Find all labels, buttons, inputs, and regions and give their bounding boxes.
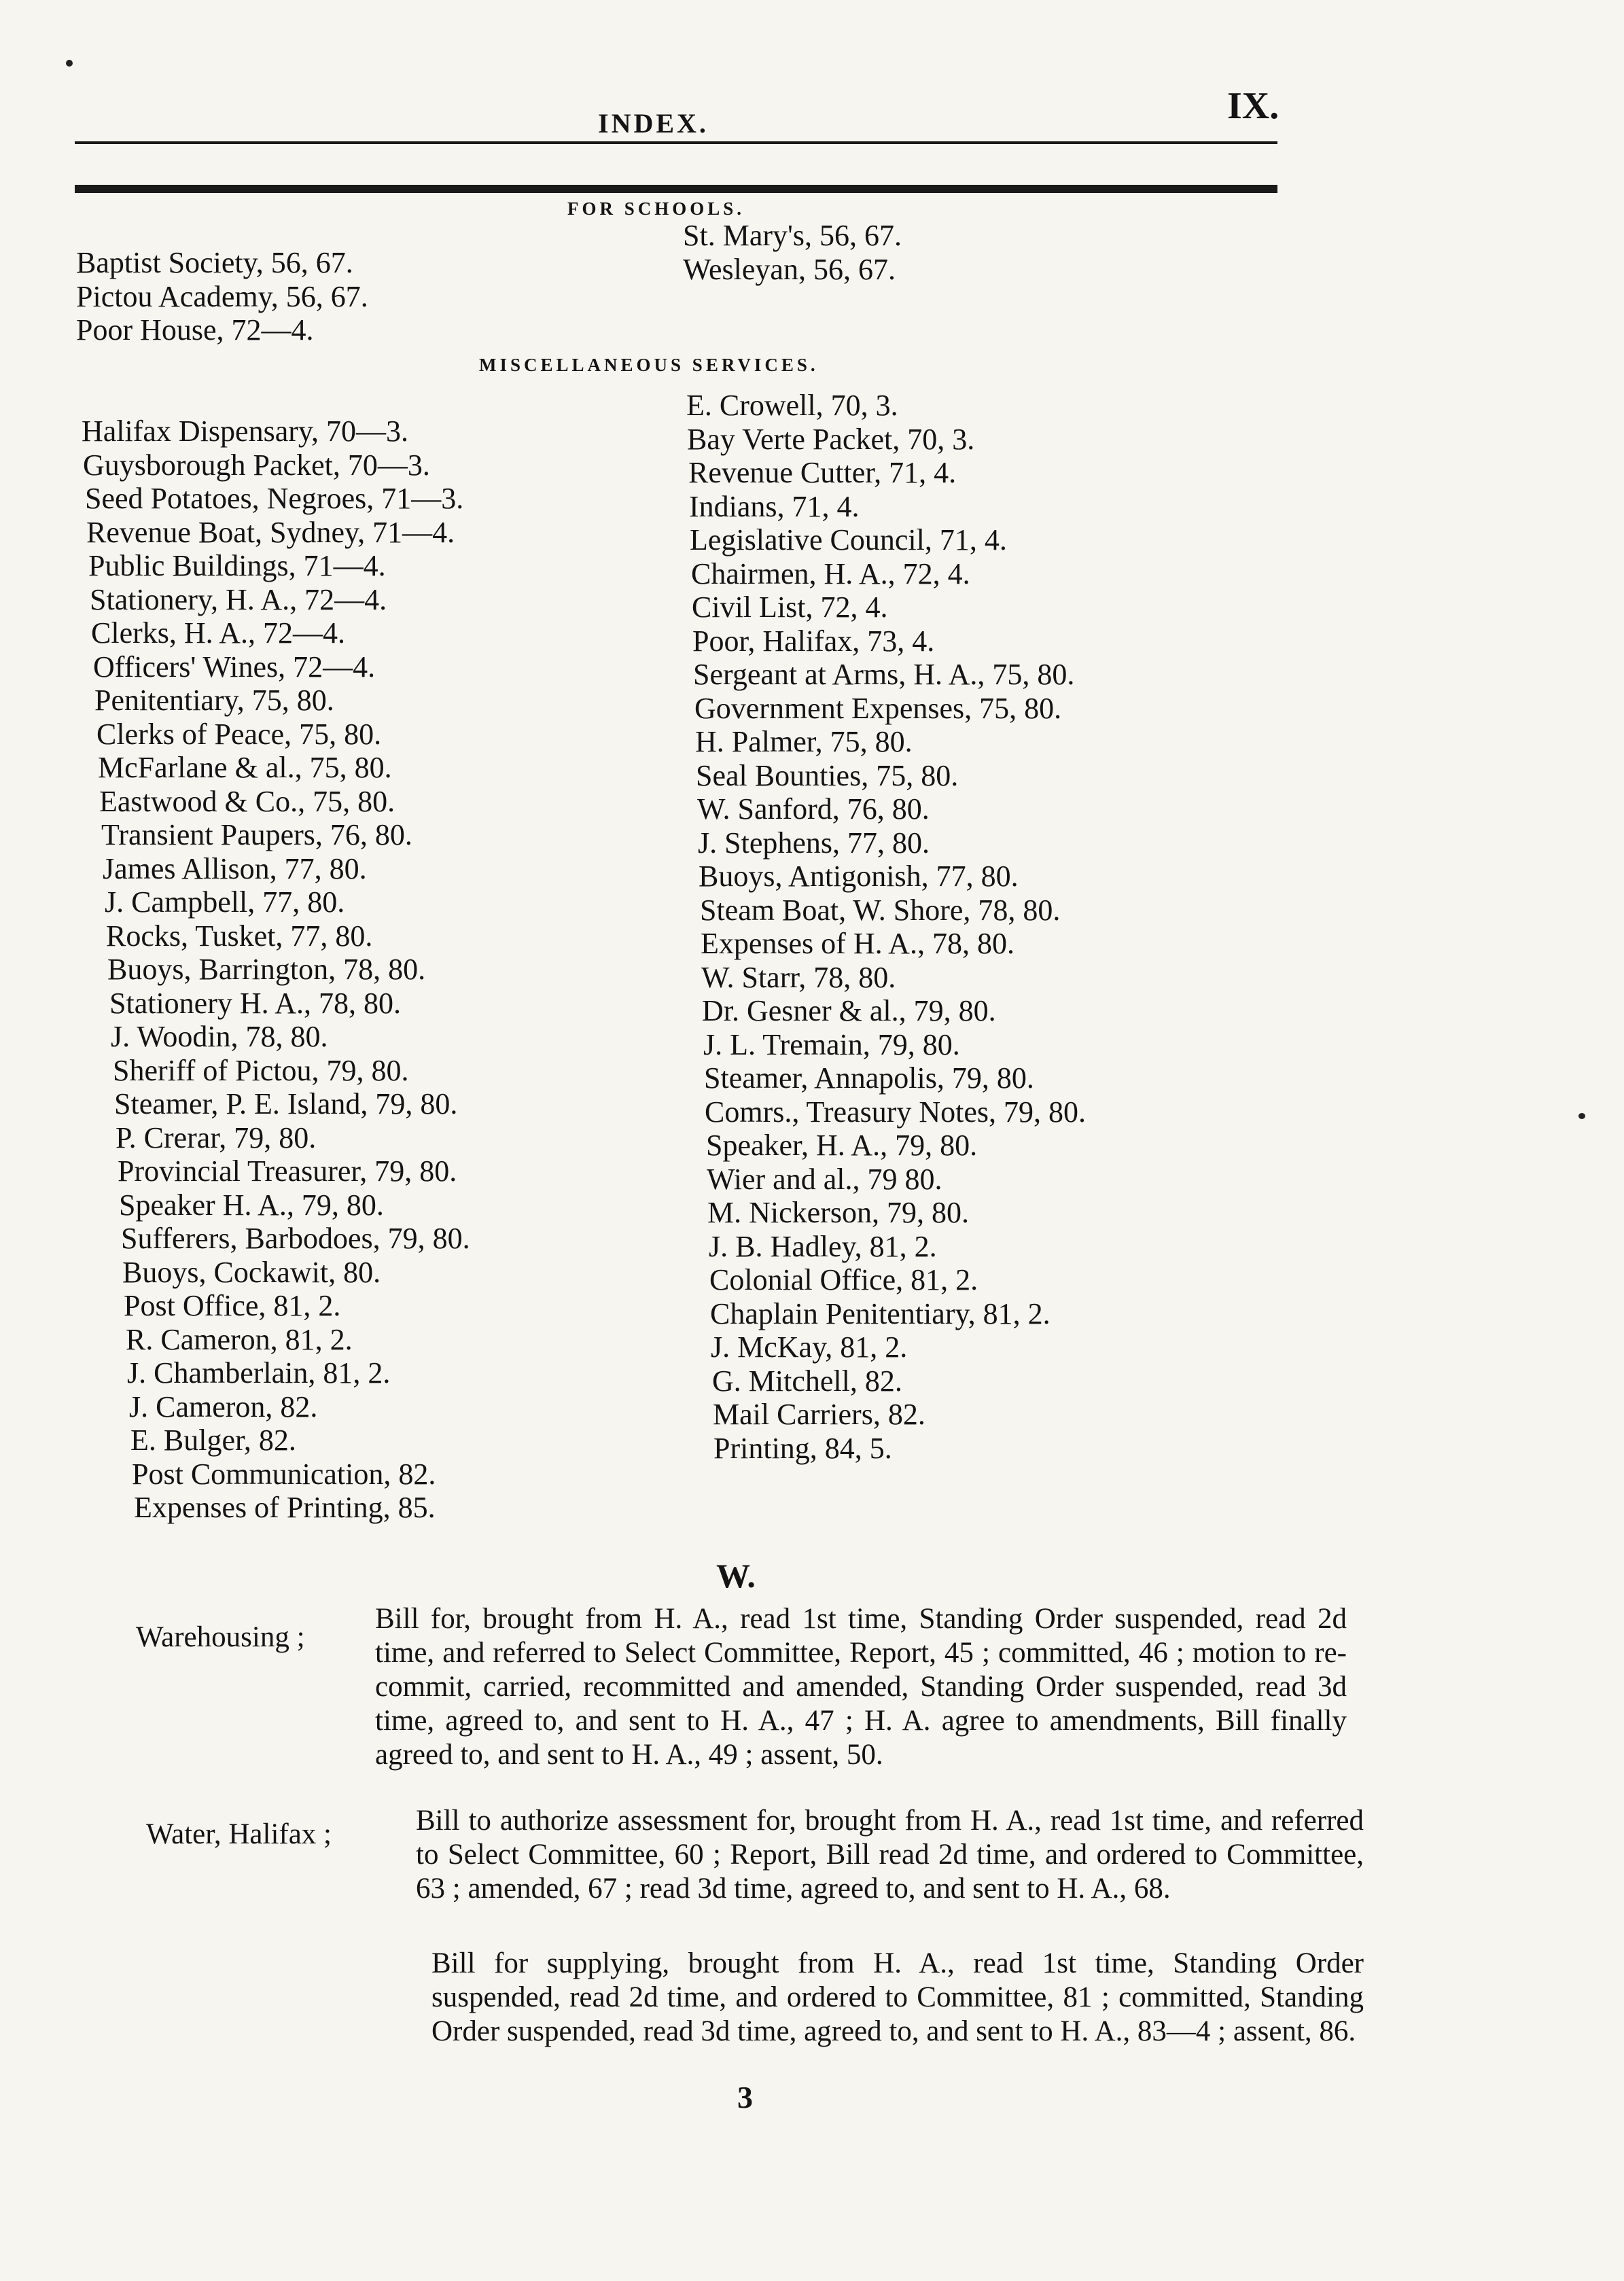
index-entry: E. Crowell, 70, 3.: [686, 389, 898, 422]
index-entry: P. Crerar, 79, 80.: [116, 1120, 317, 1154]
index-entry: Chaplain Penitentiary, 81, 2.: [710, 1296, 1051, 1330]
index-entry: Wesleyan, 56, 67.: [683, 252, 896, 286]
index-entry: Eastwood & Co., 75, 80.: [99, 784, 395, 818]
index-entry: J. McKay, 81, 2.: [711, 1330, 908, 1364]
index-entry: Speaker, H. A., 79, 80.: [706, 1129, 978, 1162]
running-title: INDEX.: [598, 108, 709, 139]
index-entry: Legislative Council, 71, 4.: [690, 523, 1007, 556]
index-entry: J. Cameron, 82.: [129, 1390, 318, 1424]
index-entry: Expenses of Printing, 85.: [134, 1491, 436, 1524]
entry-subtext-content: Bill for supplying, brought from H. A., read 1st time, Standing Order suspended, read 2d time, and ordered to Committee, 81 ; committed, Standing Order suspended, read 3d time, agreed to, and sent to H. A., 83—4 ; assent, 86.: [431, 1947, 1364, 2047]
index-entry: Clerks, H. A., 72—4.: [91, 616, 345, 650]
index-entry: Civil List, 72, 4.: [692, 590, 888, 624]
index-entry: Chairmen, H. A., 72, 4.: [691, 556, 970, 590]
entry-text-content: Bill for, brought from H. A., read 1st time, Standing Order suspended, read 2d time, and referred to Select Committee, Report, 45 ; committed, 46 ; motion to re-commit, carried, recommitted and amended, Standing Order suspended, read 3d time, agreed to, and sent to H. A., 47 ; H. A. agree to amendments, Bill finally agreed to, and sent to H. A., 49 ; assent, 50.: [375, 1603, 1347, 1771]
misc-heading: MISCELLANEOUS SERVICES.: [479, 355, 819, 375]
index-entry: Officers' Wines, 72—4.: [93, 650, 376, 684]
schools-left-column: [76, 246, 368, 347]
index-entry: Buoys, Barrington, 78, 80.: [107, 953, 426, 986]
index-entry: Printing, 84, 5.: [713, 1431, 892, 1465]
entry-text-body: [375, 1602, 1347, 1772]
entry-term: Water, Halifax ;: [146, 1818, 332, 1850]
index-entry: Government Expenses, 75, 80.: [694, 691, 1062, 725]
index-entry: J. Woodin, 78, 80.: [111, 1020, 328, 1053]
index-entry: Seal Bounties, 75, 80.: [696, 758, 959, 792]
index-entry: Dr. Gesner & al., 79, 80.: [702, 994, 996, 1027]
header-rule-thick: [75, 185, 1277, 193]
index-entry: Penitentiary, 75, 80.: [94, 684, 334, 717]
index-entry: St. Mary's, 56, 67.: [683, 219, 902, 252]
index-entry: Expenses of H. A., 78, 80.: [701, 927, 1014, 960]
signature-mark: 3: [737, 2080, 753, 2115]
index-entry: Steam Boat, W. Shore, 78, 80.: [700, 893, 1061, 927]
index-entry: McFarlane & al., 75, 80.: [98, 751, 392, 784]
index-entry: Revenue Boat, Sydney, 71—4.: [86, 515, 455, 549]
index-entry: E. Bulger, 82.: [130, 1424, 296, 1457]
index-entry: Rocks, Tusket, 77, 80.: [106, 919, 373, 953]
index-entry: Indians, 71, 4.: [689, 489, 860, 523]
index-entry: J. Stephens, 77, 80.: [698, 826, 930, 860]
index-entry: Colonial Office, 81, 2.: [709, 1263, 978, 1296]
index-entry: Mail Carriers, 82.: [713, 1398, 925, 1431]
entry-term: Warehousing ;: [136, 1621, 305, 1653]
misc-right-column: [686, 389, 1086, 1465]
index-entry: M. Nickerson, 79, 80.: [707, 1196, 969, 1229]
index-entry: Seed Potatoes, Negroes, 71—3.: [85, 482, 464, 515]
index-entry: Transient Paupers, 76, 80.: [101, 818, 412, 851]
section-letter-w: W.: [716, 1557, 756, 1595]
index-entry: Steamer, P. E. Island, 79, 80.: [114, 1087, 458, 1120]
index-entry: J. L. Tremain, 79, 80.: [703, 1027, 960, 1061]
page-number: IX.: [1227, 85, 1279, 127]
index-entry: Halifax Dispensary, 70—3.: [82, 414, 409, 448]
schools-heading: FOR SCHOOLS.: [567, 198, 745, 219]
index-entry: W. Starr, 78, 80.: [701, 960, 896, 994]
index-entry: H. Palmer, 75, 80.: [695, 725, 913, 758]
index-entry: Clerks of Peace, 75, 80.: [96, 717, 382, 751]
entry-text: [375, 1602, 1347, 1772]
index-entry: James Allison, 77, 80.: [103, 851, 367, 885]
index-entry: Stationery, H. A., 72—4.: [90, 582, 387, 616]
index-entry: Post Office, 81, 2.: [124, 1289, 341, 1322]
index-entry: J. Chamberlain, 81, 2.: [127, 1356, 391, 1390]
index-entry: Provincial Treasurer, 79, 80.: [118, 1154, 457, 1188]
header-rule-thin: [75, 141, 1277, 144]
index-entry: Revenue Cutter, 71, 4.: [688, 456, 957, 489]
index-entry: Guysborough Packet, 70—3.: [83, 448, 430, 482]
misc-left-column: [82, 414, 470, 1525]
index-entry: Pictou Academy, 56, 67.: [76, 279, 368, 313]
index-entry: Steamer, Annapolis, 79, 80.: [704, 1061, 1034, 1095]
index-entry: Sheriff of Pictou, 79, 80.: [113, 1053, 409, 1087]
index-entry: Sergeant at Arms, H. A., 75, 80.: [693, 658, 1075, 691]
index-entry: Wier and al., 79 80.: [707, 1162, 942, 1196]
index-entry: Poor, Halifax, 73, 4.: [692, 624, 935, 658]
index-entry: J. B. Hadley, 81, 2.: [709, 1229, 937, 1263]
index-entry: Buoys, Antigonish, 77, 80.: [699, 860, 1019, 893]
index-entry: Sufferers, Barbodoes, 79, 80.: [121, 1222, 470, 1255]
index-entry: J. Campbell, 77, 80.: [105, 885, 345, 919]
index-entry: Speaker H. A., 79, 80.: [119, 1188, 384, 1222]
ink-speck: [66, 60, 73, 67]
index-entry: Comrs., Treasury Notes, 79, 80.: [705, 1095, 1087, 1129]
index-entry: W. Sanford, 76, 80.: [697, 792, 930, 826]
index-entry: Baptist Society, 56, 67.: [76, 246, 353, 279]
index-entry: Bay Verte Packet, 70, 3.: [687, 422, 975, 456]
index-entry: Stationery H. A., 78, 80.: [109, 986, 401, 1020]
index-entry: R. Cameron, 81, 2.: [126, 1322, 353, 1356]
index-entry: G. Mitchell, 82.: [712, 1364, 902, 1398]
schools-right-column: [683, 219, 902, 286]
entry-text: [416, 1804, 1364, 1906]
entry-text-content: Bill to authorize assessment for, brought from H. A., read 1st time, and referred to Select Committee, 60 ; Report, Bill read 2d time, and ordered to Committee, 63 ; amended, 67 ; read 3d time, agreed to, and sent to H. A., 68.: [416, 1805, 1364, 1905]
index-entry: Public Buildings, 71—4.: [88, 549, 386, 582]
index-entry: Buoys, Cockawit, 80.: [122, 1255, 381, 1289]
entry-subtext: [431, 1947, 1364, 2049]
index-entry: Post Communication, 82.: [132, 1457, 436, 1491]
index-entry: Poor House, 72—4.: [76, 313, 314, 347]
ink-speck: [1578, 1113, 1585, 1119]
